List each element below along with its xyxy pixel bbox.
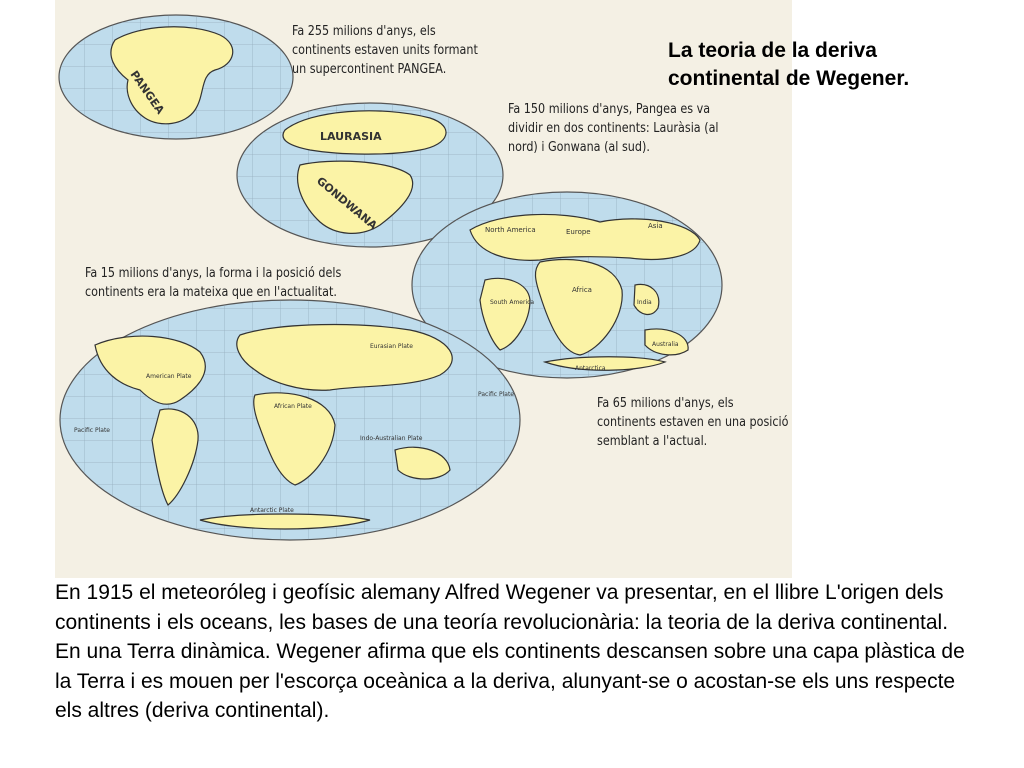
african-plate-label: African Plate <box>274 403 312 410</box>
pacific-plate-left-label: Pacific Plate <box>74 427 110 434</box>
paragraph-2: En una Terra dinàmica. Wegener afirma que els continents descansen sobre una capa plàstica de la Terra i es mouen per l'escorça oceànica a la deriva, alunyant-se o acostan-se els uns respecte els altres (deriva continental). <box>55 640 965 722</box>
slide-title: La teoria de la deriva continental de Wegener. <box>668 39 910 90</box>
africa-label: Africa <box>572 286 592 294</box>
north-america-label: North America <box>485 226 536 234</box>
europe-label: Europe <box>566 228 591 236</box>
caption-150-ma: Fa 150 milions d'anys, Pangea es va dividir en dos continents: Lauràsia (al nord) i Gonwana (al sud). <box>508 102 719 155</box>
paragraph-1: En 1915 el meteoróleg i geofísic alemany Alfred Wegener va presentar, en el llibre L'origen dels continents i els oceans, les bases de una teoría revolucionària: la teoria de la deriva continental. <box>55 581 949 634</box>
gondwana-label: GONDWANA <box>314 174 380 233</box>
indo-australian-plate-label: Indo-Australian Plate <box>360 435 423 442</box>
india-label: India <box>637 299 652 306</box>
globe-15-ma <box>60 300 520 540</box>
south-america-label: South America <box>490 299 535 306</box>
eurasian-plate-label: Eurasian Plate <box>370 343 413 350</box>
antarctica-label: Antarctica <box>575 365 606 372</box>
australia-label: Australia <box>652 341 679 348</box>
caption-65-ma: Fa 65 milions d'anys, els continents estaven en una posició semblant a l'actual. <box>597 396 789 449</box>
pangea-label: PANGEA <box>127 68 167 117</box>
laurasia-label: LAURASIA <box>320 130 382 143</box>
caption-15-ma: Fa 15 milions d'anys, la forma i la posició dels continents era la mateixa que en l'actualitat. <box>85 266 342 300</box>
american-plate-label: American Plate <box>146 373 192 380</box>
pacific-plate-right-label: Pacific Plate <box>478 391 514 398</box>
globe-255-ma <box>59 15 293 139</box>
caption-255-ma: Fa 255 milions d'anys, els continents estaven units formant un supercontinent PANGEA. <box>292 24 478 77</box>
antarctic-plate-label: Antarctic Plate <box>250 507 294 514</box>
body-text <box>55 578 975 726</box>
asia-label: Asia <box>648 222 663 230</box>
